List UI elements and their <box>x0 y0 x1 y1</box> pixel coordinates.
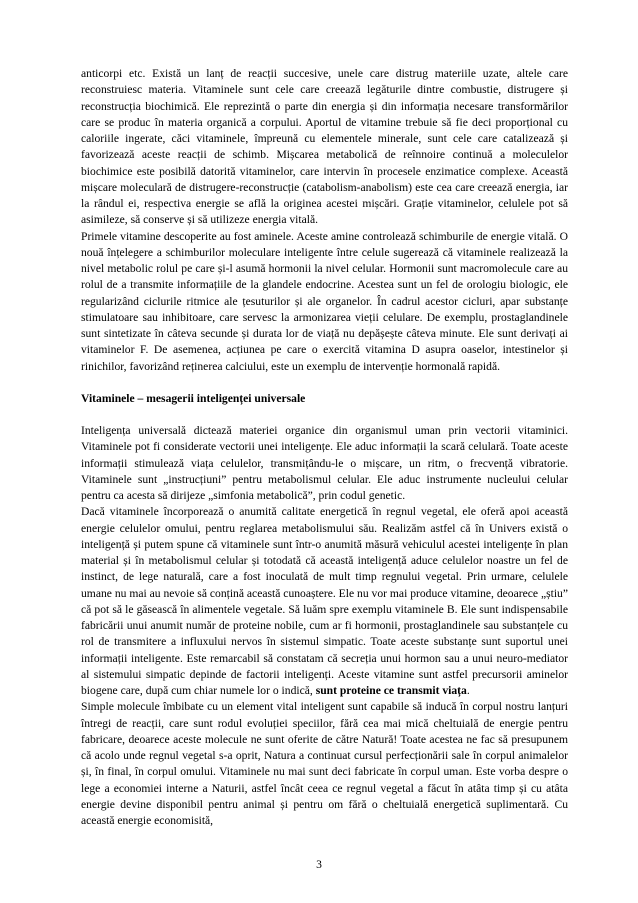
heading-gap <box>81 407 568 423</box>
paragraph-vegetal-energy-text: Dacă vitaminele încorporează o anumită calitate energetică în regnul vegetal, ele oferă apoi această energie celulelor omului, pentru reglarea metabolismului său. Realizăm astfel că în Univers există o inteligență și putem spune că vitaminele sunt într-o anumită măsură vehiculul acestei inteligențe în plan material și în metabolismul celular și totodată că această inteligență aduce celulelor noastre un fel de instinct, de lege naturală, care a fost inoculată de mult timp regnului vegetal. Prin urmare, celulele umane nu mai au nevoie să conțină această cunoaștere. Ele nu vor mai produce vitamine, deoarece „știu” că pot să le găsească în alimentele vegetale. Să luăm spre exemplu vitaminele B. Ele sunt indispensabile fabricării unui anumit număr de proteine nobile, cum ar fi hormonii, prostaglandinele sau substanțele cu rol de transmitere a influxului nervos în sistemul simpatic. Toate aceste substanțe sunt suportul unei informații inteligente. Este remarcabil să constatam că secreția unui hormon sau a unui neuro-mediator al sistemului simpatic depinde de factorii inteligenți. Aceste vitamine sunt astfel precursorii aminelor biogene care, după cum chiar numele lor o indică, <box>81 505 568 697</box>
paragraph-metabolism: anticorpi etc. Există un lanț de reacții succesive, unele care distrug materiile uzate, altele care reconstruiesc materia. Vitaminele sunt cele care creează legăturile dintre combustie, distrugere și reconstrucția biochimică. Ele reprezintă o parte din energia și din informația necesare transformărilor care se produc în materia organică a corpului. Aportul de vitamine trebuie să fie deci proporțional cu caloriile ingerate, căci vitaminele, împreună cu elementele minerale, sunt cele care catalizează și favorizează aceste reacții de schimb. Mișcarea metabolică de reînnoire continuă a moleculelor biochimice este posibilă datorită vitaminelor, care intervin în procesele enzimatice complexe. Această mișcare moleculară de distrugere-reconstrucție (catabolism-anabolism) este cea care creează energia, iar la rândul ei, respectiva energie se află la originea acestei mișcări. Grație vitaminelor, celulele pot să asimileze, să conserve și să utilizeze energia vitală. <box>81 67 568 227</box>
section-gap <box>81 375 568 391</box>
page-number: 3 <box>316 858 322 871</box>
page-body <box>81 66 568 829</box>
emphasis-proteins-transmit-life: sunt proteine ce transmit viața <box>315 684 467 697</box>
paragraph-vegetal-energy <box>81 504 568 699</box>
paragraph-universal-intelligence: Inteligența universală dictează materiei organice din organismul uman prin vectorii vitaminici. Vitaminele pot fi considerate vectorii unei inteligențe. Ele aduc informații la scară celulară. Toate aceste informații stimulează viața celulelor, transmițându-le o mișcare, un ritm, o frecvență vibratorie. Vitaminele sunt „instrucțiuni” pentru metabolismul celular. Ele aduc instrumente nucleului celular pentru ca acesta să dirijeze „simfonia metabolică”, prin codul genetic. <box>81 424 568 502</box>
paragraph-vegetal-energy-end: . <box>466 684 470 697</box>
paragraph-amines-hormones: Primele vitamine descoperite au fost aminele. Aceste amine controlează schimburile de energie vitală. O nouă înțelegere a schimburilor moleculare inteligente între celule sugerează că vitaminele realizează la nivel metabolic rolul pe care și-l asumă hormonii la nivel celular. Hormonii sunt macromolecule care au rolul de a transmite informațiile de la glandele endocrine. Acestea sunt un fel de orologiu biologic, ele regularizând ciclurile ritmice ale țesuturilor și ale organelor. În cadrul acestor cicluri, apar substanțe stimulatoare sau inhibitoare, care servesc la armonizarea vieții celulare. De exemplu, prostaglandinele sunt sintetizate în câteva secunde și durata lor de viață nu depășește câteva minute. Ele sunt derivați ai vitaminelor F. De asemenea, acțiunea pe care o exercită vitamina D asupra oaselor, intestinelor și rinichilor, favorizând reținerea calciului, este un exemplu de intervenție hormonală rapidă. <box>81 229 568 373</box>
paragraph-simple-molecules: Simple molecule îmbibate cu un element vital inteligent sunt capabile să inducă în corpul nostru lanțuri întregi de reacții, care sunt rodul evoluției speciilor, fără cea mai mică cheltuială de energie pentru fabricare, deoarece aceste molecule ne sunt oferite de către Natură! Toate acestea ne fac să presupunem că acolo unde regnul vegetal s-a oprit, Natura a continuat cursul perfecționării sale în corpul animalelor și, în final, în corpul omului. Vitaminele nu mai sunt deci fabricate în corpul uman. Este vorba despre o lege a economiei interne a Naturii, astfel încât ceea ce regnul vegetal a făcut în atâta timp și cu atâta energie devine disponibil pentru animal și pentru om fără o cheltuială energetică suplimentară. Cu această energie economisită, <box>81 700 568 827</box>
section-heading: Vitaminele – mesagerii inteligenței universale <box>81 391 306 405</box>
